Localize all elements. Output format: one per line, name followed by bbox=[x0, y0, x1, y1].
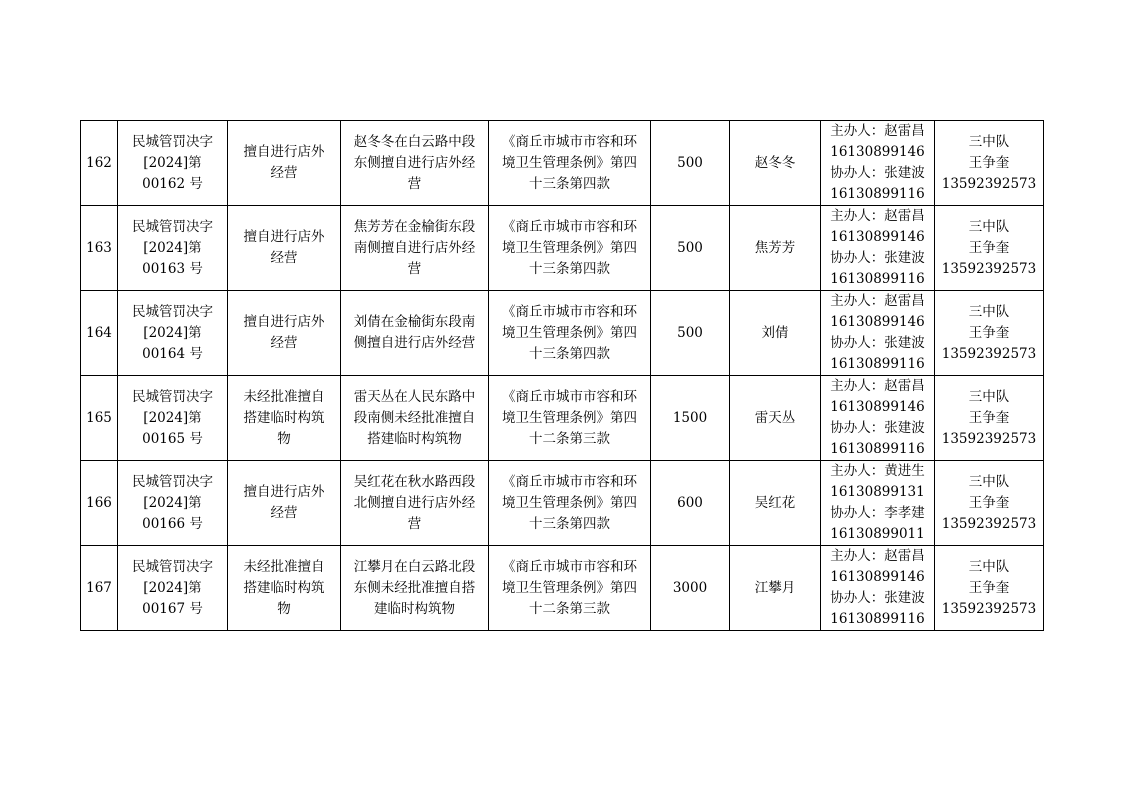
violation-facts: 刘倩在金榆街东段南 侧擅自进行店外经营 bbox=[341, 291, 489, 376]
table-row bbox=[81, 121, 1044, 206]
violation-type: 擅自进行店外 经营 bbox=[228, 206, 341, 291]
violation-facts: 雷天丛在人民东路中 段南侧未经批准擅自 搭建临时构筑物 bbox=[341, 376, 489, 461]
violation-type: 擅自进行店外 经营 bbox=[228, 121, 341, 206]
legal-basis: 《商丘市城市市容和环 境卫生管理条例》第四 十三条第四款 bbox=[489, 121, 651, 206]
party-name: 吴红花 bbox=[730, 461, 821, 546]
handlers: 主办人：赵雷昌 16130899146 协办人：张建波 16130899116 bbox=[821, 291, 935, 376]
enforcement-unit: 三中队 王争奎 13592392573 bbox=[935, 206, 1044, 291]
legal-basis: 《商丘市城市市容和环 境卫生管理条例》第四 十三条第四款 bbox=[489, 291, 651, 376]
party-name: 焦芳芳 bbox=[730, 206, 821, 291]
row-number: 164 bbox=[81, 291, 118, 376]
party-name: 赵冬冬 bbox=[730, 121, 821, 206]
table-row bbox=[81, 461, 1044, 546]
party-name: 江攀月 bbox=[730, 546, 821, 631]
decision-number: 民城管罚决字 [2024]第 00162 号 bbox=[118, 121, 228, 206]
row-number: 163 bbox=[81, 206, 118, 291]
table-row bbox=[81, 376, 1044, 461]
party-name: 刘倩 bbox=[730, 291, 821, 376]
party-name: 雷天丛 bbox=[730, 376, 821, 461]
decision-number: 民城管罚决字 [2024]第 00166 号 bbox=[118, 461, 228, 546]
handlers: 主办人：赵雷昌 16130899146 协办人：张建波 16130899116 bbox=[821, 546, 935, 631]
violation-type: 擅自进行店外 经营 bbox=[228, 291, 341, 376]
legal-basis: 《商丘市城市市容和环 境卫生管理条例》第四 十三条第四款 bbox=[489, 206, 651, 291]
violation-facts: 焦芳芳在金榆街东段 南侧擅自进行店外经 营 bbox=[341, 206, 489, 291]
penalty-amount: 500 bbox=[651, 206, 730, 291]
handlers: 主办人：赵雷昌 16130899146 协办人：张建波 16130899116 bbox=[821, 121, 935, 206]
table-row bbox=[81, 291, 1044, 376]
penalty-amount: 1500 bbox=[651, 376, 730, 461]
violation-facts: 江攀月在白云路北段 东侧未经批准擅自搭 建临时构筑物 bbox=[341, 546, 489, 631]
violation-type: 擅自进行店外 经营 bbox=[228, 461, 341, 546]
decision-number: 民城管罚决字 [2024]第 00165 号 bbox=[118, 376, 228, 461]
decision-number: 民城管罚决字 [2024]第 00164 号 bbox=[118, 291, 228, 376]
enforcement-unit: 三中队 王争奎 13592392573 bbox=[935, 291, 1044, 376]
enforcement-unit: 三中队 王争奎 13592392573 bbox=[935, 461, 1044, 546]
penalty-amount: 500 bbox=[651, 291, 730, 376]
enforcement-unit: 三中队 王争奎 13592392573 bbox=[935, 546, 1044, 631]
decision-number: 民城管罚决字 [2024]第 00163 号 bbox=[118, 206, 228, 291]
handlers: 主办人：赵雷昌 16130899146 协办人：张建波 16130899116 bbox=[821, 206, 935, 291]
row-number: 162 bbox=[81, 121, 118, 206]
handlers: 主办人：黄进生 16130899131 协办人：李孝建 16130899011 bbox=[821, 461, 935, 546]
table-row bbox=[81, 546, 1044, 631]
penalty-amount: 500 bbox=[651, 121, 730, 206]
handlers: 主办人：赵雷昌 16130899146 协办人：张建波 16130899116 bbox=[821, 376, 935, 461]
violation-facts: 吴红花在秋水路西段 北侧擅自进行店外经 营 bbox=[341, 461, 489, 546]
decision-number: 民城管罚决字 [2024]第 00167 号 bbox=[118, 546, 228, 631]
table-row bbox=[81, 206, 1044, 291]
row-number: 166 bbox=[81, 461, 118, 546]
penalty-amount: 600 bbox=[651, 461, 730, 546]
violation-type: 未经批准擅自 搭建临时构筑 物 bbox=[228, 376, 341, 461]
row-number: 165 bbox=[81, 376, 118, 461]
penalty-records-table bbox=[80, 120, 1044, 631]
penalty-amount: 3000 bbox=[651, 546, 730, 631]
violation-type: 未经批准擅自 搭建临时构筑 物 bbox=[228, 546, 341, 631]
row-number: 167 bbox=[81, 546, 118, 631]
enforcement-unit: 三中队 王争奎 13592392573 bbox=[935, 121, 1044, 206]
violation-facts: 赵冬冬在白云路中段 东侧擅自进行店外经 营 bbox=[341, 121, 489, 206]
legal-basis: 《商丘市城市市容和环 境卫生管理条例》第四 十二条第三款 bbox=[489, 376, 651, 461]
enforcement-unit: 三中队 王争奎 13592392573 bbox=[935, 376, 1044, 461]
legal-basis: 《商丘市城市市容和环 境卫生管理条例》第四 十二条第三款 bbox=[489, 546, 651, 631]
legal-basis: 《商丘市城市市容和环 境卫生管理条例》第四 十三条第四款 bbox=[489, 461, 651, 546]
